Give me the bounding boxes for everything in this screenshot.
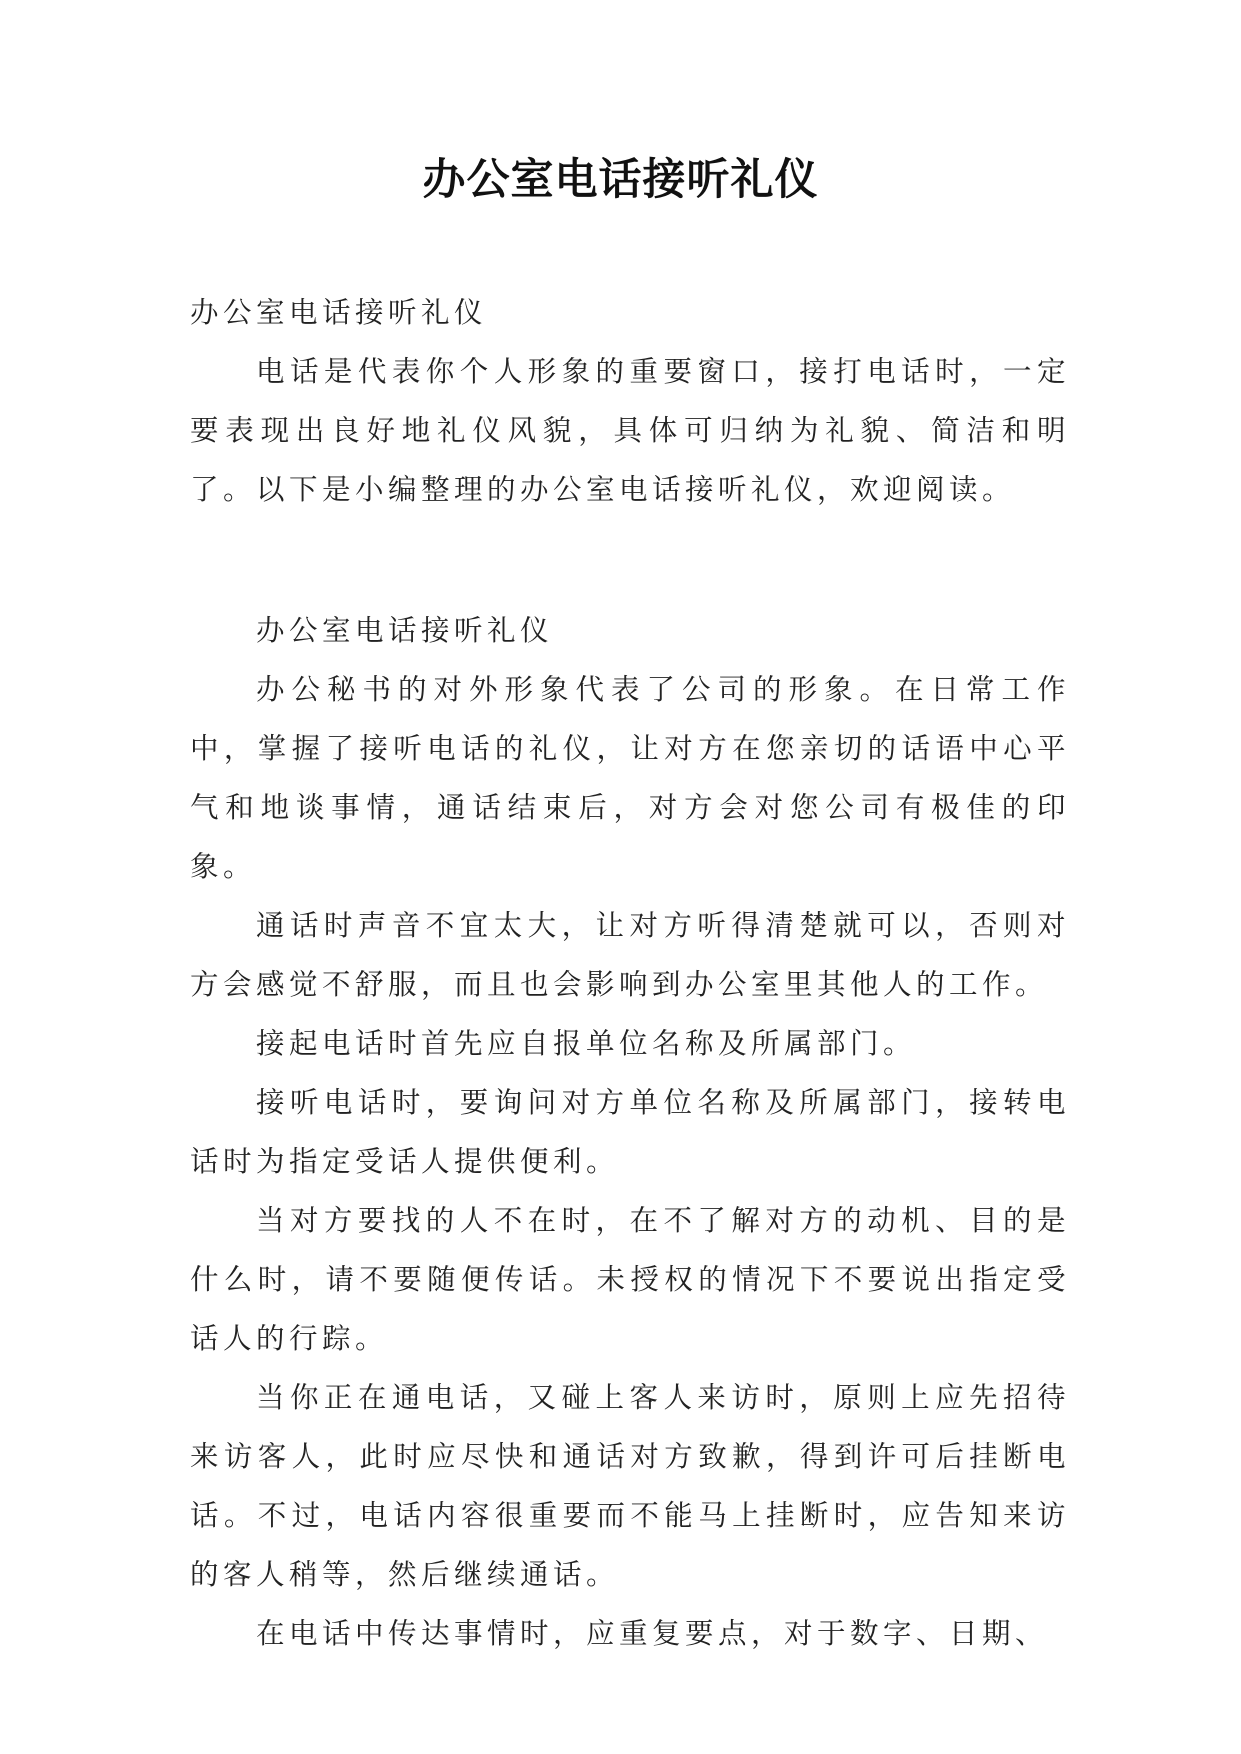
paragraph-person-absent: 当对方要找的人不在时，在不了解对方的动机、目的是什么时，请不要随便传话。未授权的情况下不要说出指定受话人的行踪。	[190, 1204, 1070, 1355]
paragraph-secretary-image: 办公秘书的对外形象代表了公司的形象。在日常工作中，掌握了接听电话的礼仪，让对方在您亲切的话语中心平气和地谈事情，通话结束后，对方会对您公司有极佳的印象。	[190, 673, 1070, 883]
paragraph-self-introduction: 接起电话时首先应自报单位名称及所属部门。	[256, 1027, 917, 1060]
paragraph-spacer	[190, 519, 1070, 601]
paragraph-ask-caller: 接听电话时，要询问对方单位名称及所属部门，接转电话时为指定受话人提供便利。	[190, 1086, 1070, 1178]
paragraph-heading-2: 办公室电话接听礼仪	[256, 614, 554, 647]
paragraph-intro: 电话是代表你个人形象的重要窗口，接打电话时，一定要表现出良好地礼仪风貌，具体可归纳为礼貌、简洁和明了。以下是小编整理的办公室电话接听礼仪，欢迎阅读。	[190, 355, 1070, 506]
paragraph-visitor-arrives: 当你正在通电话，又碰上客人来访时，原则上应先招待来访客人，此时应尽快和通话对方致歉，得到许可后挂断电话。不过，电话内容很重要而不能马上挂断时，应告知来访的客人稍等，然后继续通话。	[190, 1381, 1070, 1591]
paragraph-voice-volume: 通话时声音不宜太大，让对方听得清楚就可以，否则对方会感觉不舒服，而且也会影响到办公室里其他人的工作。	[190, 909, 1070, 1001]
document-body	[190, 283, 1070, 1663]
document-title: 办公室电话接听礼仪	[422, 155, 819, 205]
paragraph-repeat-points: 在电话中传达事情时，应重复要点，对于数字、日期、	[256, 1617, 1049, 1650]
paragraph-heading-1: 办公室电话接听礼仪	[190, 296, 488, 329]
